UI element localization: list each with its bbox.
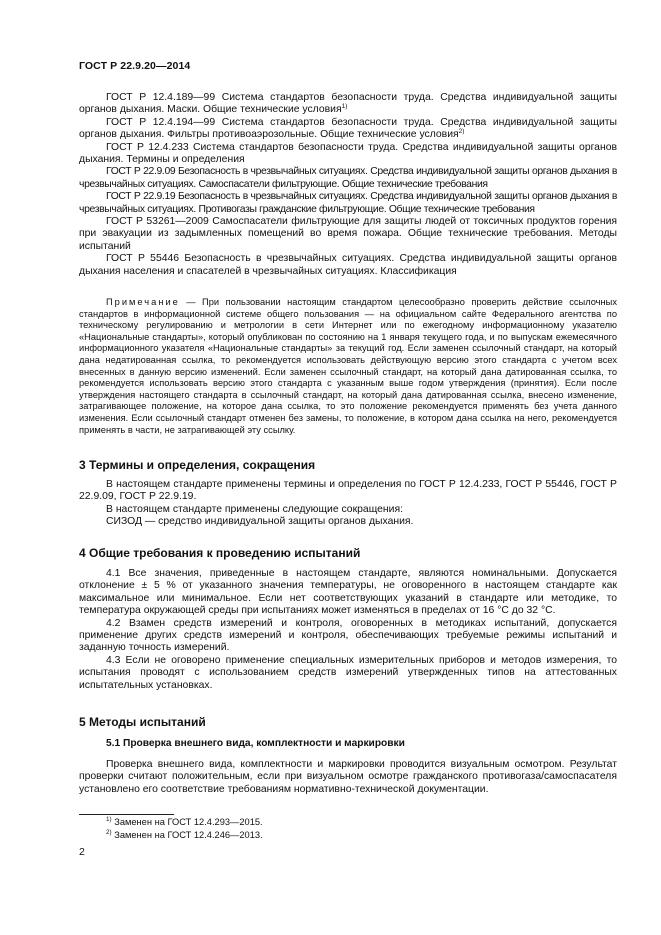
section-4	[79, 546, 617, 692]
reference-item: ГОСТ Р 22.9.19 Безопасность в чрезвычайных ситуациях. Средства индивидуальной защиты органов дыхания в чрезвычайных ситуациях. Противогазы гражданские фильтрующие. Общие технические требования	[79, 191, 617, 215]
note-block	[79, 297, 617, 436]
document-header: ГОСТ Р 22.9.20—2014	[79, 60, 191, 72]
footnote: $^{2)}$ Заменен на ГОСТ 12.4.246—2013.	[106, 829, 263, 840]
section-4-title: 4 Общие требования к проведению испытаний	[79, 546, 361, 560]
section-5-title: 5 Методы испытаний	[79, 715, 206, 729]
section-5	[79, 715, 617, 796]
reference-item: ГОСТ Р 53261—2009 Самоспасатели фильтрующие для защиты людей от токсичных продуктов горения при эвакуации из задымленных помещений во время пожара. Общие технические требования. Методы испытаний	[79, 216, 617, 252]
normative-references-list	[79, 92, 617, 278]
section-3	[79, 458, 617, 529]
reference-item: ГОСТ Р 22.9.09 Безопасность в чрезвычайных ситуациях. Средства индивидуальной защиты органов дыхания в чрезвычайных ситуациях. Самоспасатели фильтрующие. Общие технические требования	[79, 166, 617, 190]
footnote-divider	[79, 814, 174, 815]
reference-item: ГОСТ Р 55446 Безопасность в чрезвычайных ситуациях. Средства индивидуальной защиты органов дыхания населения и спасателей в чрезвычайных ситуациях. Классификация	[79, 253, 617, 277]
paragraph: 4.3 Если не оговорено применение специальных измерительных приборов и методов измерения, то испытания проводят с использованием средств измерений утвержденных типов на аттестованных испытательных установках.	[79, 654, 617, 691]
paragraph: В настоящем стандарте применены следующие сокращения:	[106, 503, 403, 515]
paragraph: 4.2 Взамен средств измерений и контроля, оговоренных в методиках испытаний, допускается применение других средств измерений и контроля, обеспечивающих требуемые режимы испытаний и заданную точность измерений.	[79, 617, 617, 654]
paragraph: 4.1 Все значения, приведенные в настоящем стандарте, являются номинальными. Допускается отклонение ± 5 % от указанного значения температуры, не оговоренного в настоящем стандарте как максимальное или минимальное. Если нет соответствующих указаний в стандарте или методике, то температура окружающей среды при испытаниях может изменяться в пределах от 16 °С до 32 °С.	[79, 568, 617, 617]
footnote-ref: 2)	[458, 128, 465, 136]
page-number: 2	[79, 846, 85, 858]
footnote-ref: 1)	[341, 103, 348, 111]
paragraph: Проверка внешнего вида, комплектности и маркировки проводится визуальным осмотром. Результат проверки считают положительным, если при визуальном осмотре гражданского противогаза/самоспасателя установлено его соответствие требованиям нормативно-технической документации.	[79, 759, 617, 795]
note-label: Примечание	[106, 297, 180, 307]
reference-item: ГОСТ Р 12.4.194—99 Система стандартов безопасности труда. Средства индивидуальной защиты органов дыхания. Фильтры противоаэрозольные. Общие технические условия$^{2)}$	[79, 116, 617, 141]
paragraph: В настоящем стандарте применены термины и определения по ГОСТ Р 12.4.233, ГОСТ Р 55446, ГОСТ Р 22.9.09, ГОСТ Р 22.9.19.	[79, 479, 617, 503]
footnote: $^{1)}$ Заменен на ГОСТ 12.4.293—2015.	[106, 816, 263, 827]
note-text: Примечание — При пользовании настоящим стандартом целесообразно проверить действие ссылочных стандартов в информационной системе общего пользования — на официальном сайте Федерального агентства по техническому регулированию и метрологии в сети Интернет или по ежегодному информационному указателю «Национальные стандарты», который опубликован по состоянию на 1 января текущего года, и по выпускам ежемесячного информационного указателя «Национальные стандарты» за текущий год. Если заменен ссылочный стандарт, на который дана недатированная ссылка, то рекомендуется использовать действующую версию этого стандарта с учетом всех внесенных в данную версию изменений. Если заменен ссылочный стандарт, на который дана датированная ссылка, то рекомендуется использовать версию этого стандарта с указанным выше годом утверждения (принятия). Если после утверждения настоящего стандарта в ссылочный стандарт, на который дана датированная ссылка, внесено изменение, затрагивающее положение, на которое дана ссылка, то это положение рекомендуется применять без учета данного изменения. Если ссылочный стандарт отменен без замены, то положение, в котором дана ссылка на него, рекомендуется применять в части, не затрагивающей эту ссылку.	[79, 297, 617, 435]
paragraph: СИЗОД — средство индивидуальной защиты органов дыхания.	[106, 516, 414, 528]
reference-item: ГОСТ Р 12.4.233 Система стандартов безопасности труда. Средства индивидуальной защиты органов дыхания. Термины и определения	[79, 141, 617, 166]
reference-item: ГОСТ Р 12.4.189—99 Система стандартов безопасности труда. Средства индивидуальной защиты органов дыхания. Маски. Общие технические условия$^{1)}$	[79, 92, 617, 116]
section-3-title: 3 Термины и определения, сокращения	[79, 458, 316, 472]
subsection-5-1-title: 5.1 Проверка внешнего вида, комплектности и маркировки	[106, 738, 405, 749]
